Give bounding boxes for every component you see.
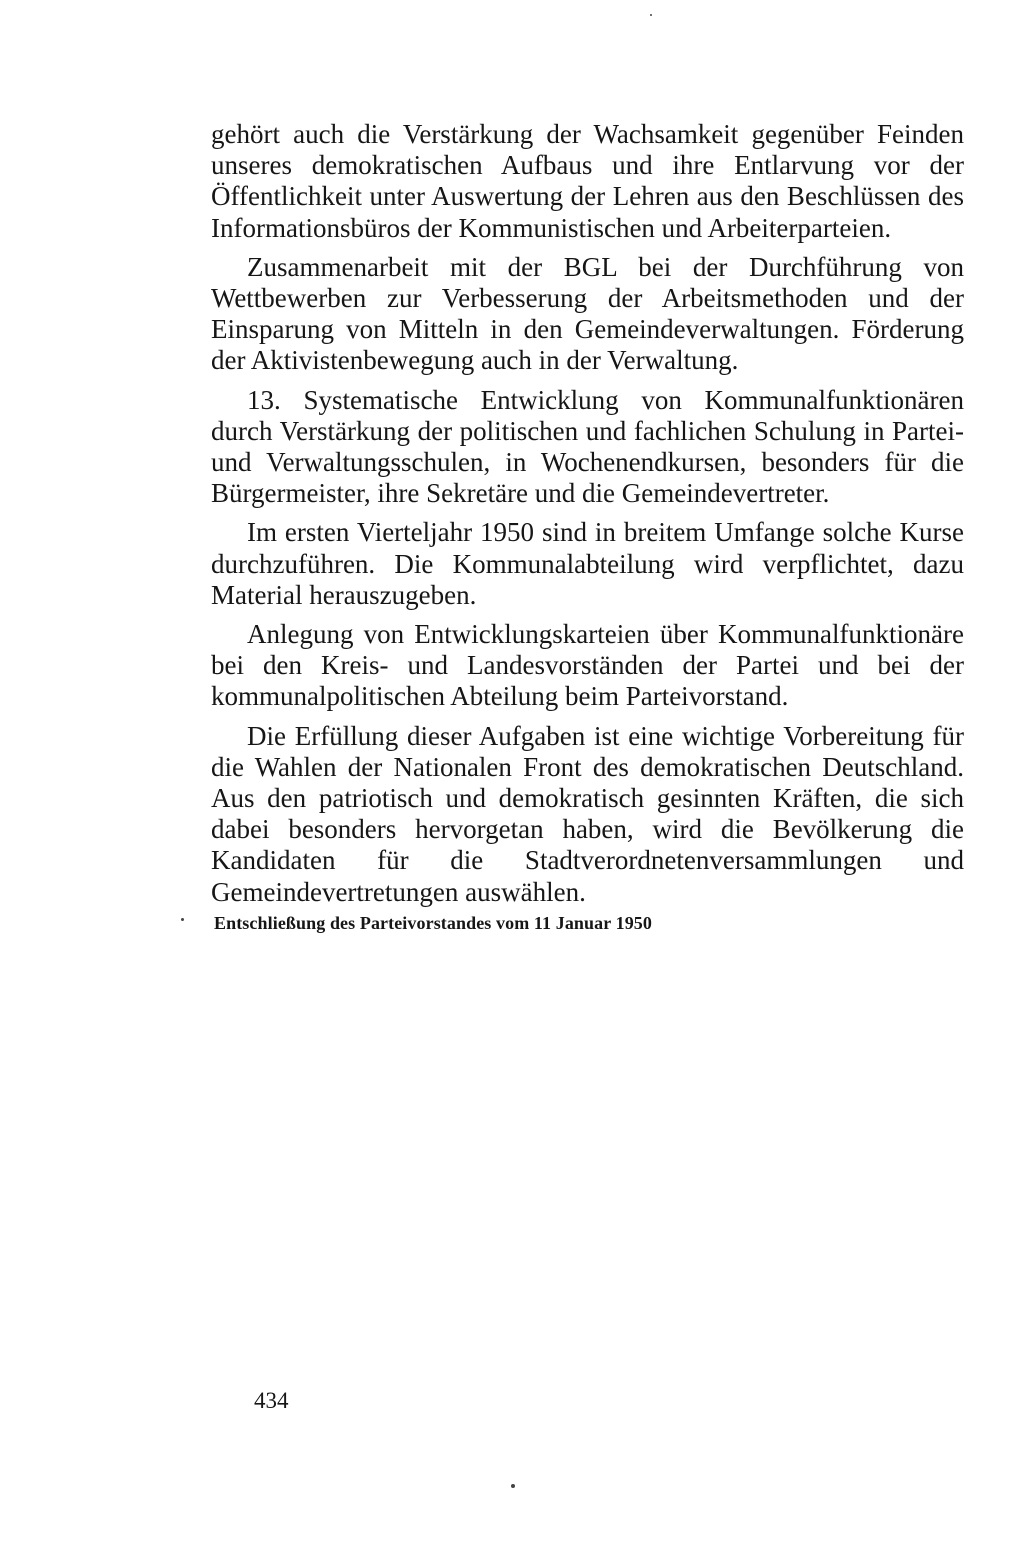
print-speck	[650, 14, 652, 16]
paragraph-bgl-cooperation: Zusammenarbeit mit der BGL bei der Durchführung von Wettbewerben zur Verbesserung der Arbeitsmethoden und der Einsparung von Mitteln in den Gemeindeverwaltungen. Förderung der Aktivistenbewegung auch in der Verwaltung.	[211, 251, 964, 376]
paragraph-continuation: gehört auch die Verstärkung der Wachsamkeit gegenüber Feinden unseres demokratischen Aufbaus und ihre Entlarvung vor der Öffentlichkeit unter Auswertung der Lehren aus den Beschlüssen des Informationsbüros der Kommunistischen und Arbeiterparteien.	[211, 119, 964, 243]
paragraph-item-13: 13. Systematische Entwicklung von Kommunalfunktionären durch Verstärkung der politischen und fachlichen Schulung in Partei- und Verwaltungsschulen, in Wochenendkursen, besonders für die Bürgermeister, ihre Sekretäre und die Gemeindevertreter.	[211, 384, 964, 509]
body-text	[211, 119, 964, 916]
paragraph-elections: Die Erfüllung dieser Aufgaben ist eine wichtige Vorbereitung für die Wahlen der Nationalen Front des demokratischen Deutschland. Aus den patriotisch und demokratisch gesinnten Kräften, die sich dabei besonders hervorgetan haben, wird die Bevölkerung die Kandidaten für die Stadtverordnetenversammlungen und Gemeindevertretungen auswählen.	[211, 720, 964, 907]
print-speck	[511, 1484, 515, 1488]
page-number: 434	[254, 1388, 289, 1413]
paragraph-card-index: Anlegung von Entwicklungskarteien über Kommunalfunktionäre bei den Kreis- und Landesvorständen der Partei und bei der kommunalpolitischen Abteilung beim Parteivorstand.	[211, 619, 964, 712]
paragraph-courses: Im ersten Vierteljahr 1950 sind in breitem Umfange solche Kurse durchzuführen. Die Kommunalabteilung wird verpflichtet, dazu Material herauszugeben.	[211, 517, 964, 610]
print-speck	[181, 918, 184, 921]
source-citation: Entschließung des Parteivorstandes vom 11 Januar 1950	[214, 913, 653, 933]
